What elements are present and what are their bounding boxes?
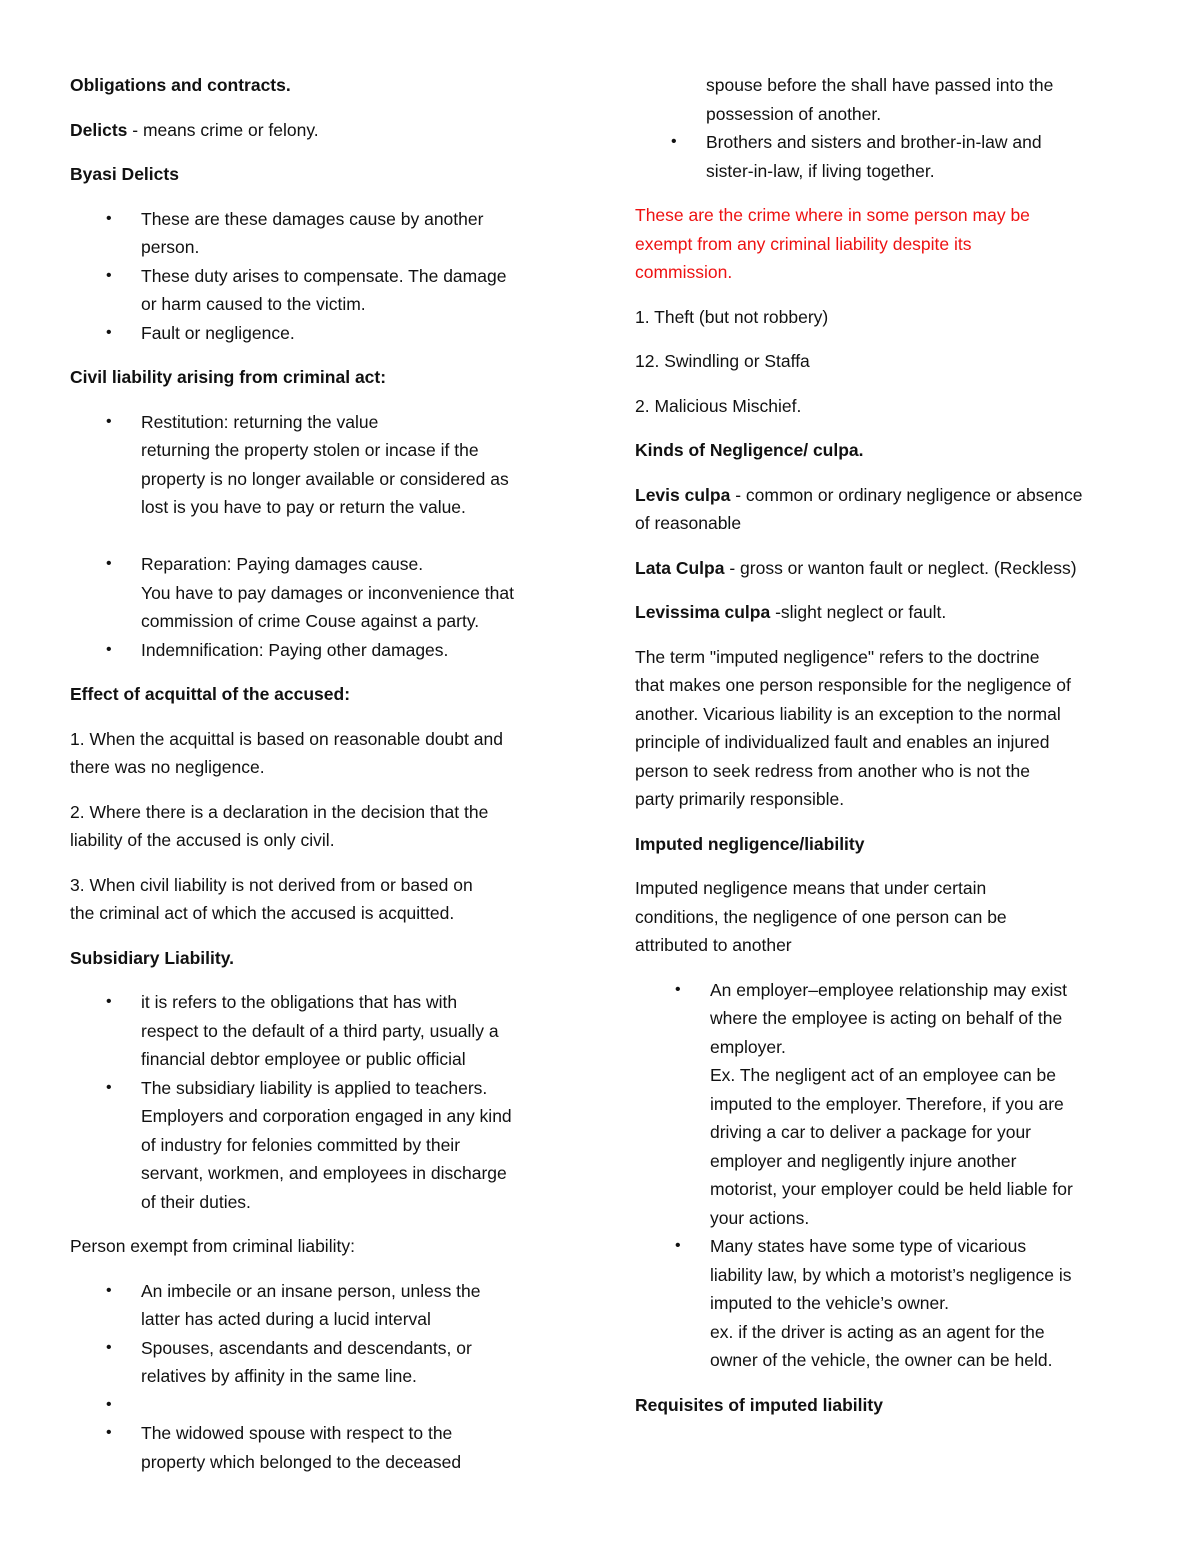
list-line: of their duties.: [141, 1191, 251, 1212]
list-line: Spouses, ascendants and descendants, or: [141, 1337, 472, 1358]
list-line: servant, workmen, and employees in discharge: [141, 1163, 507, 1183]
para-line: there was no negligence.: [70, 757, 265, 777]
list-line: spouse before the shall have passed into the: [706, 75, 1054, 95]
list-line: latter has acted during a lucid interval: [141, 1309, 431, 1329]
para-line: 2. Where there is a declaration in the decision that the: [70, 801, 489, 822]
levissima-term: Levissima culpa: [635, 602, 771, 622]
subsidiary-heading: Subsidiary Liability.: [70, 947, 235, 968]
civil-liability-heading: Civil liability arising from criminal act:: [70, 367, 387, 387]
list-line: where the employee is acting on behalf of the: [710, 1008, 1063, 1028]
list-item: [70, 262, 570, 319]
delicts-term: Delicts: [70, 119, 128, 140]
list-line: Ex. The negligent act of an employee can be: [710, 1065, 1057, 1085]
list-item-reparation: [70, 550, 570, 636]
bullet-icon: •: [106, 1338, 112, 1356]
bullet-icon: •: [106, 323, 112, 341]
bullet-icon: •: [106, 1395, 112, 1413]
list-line: commission of crime Couse against a party.: [141, 611, 480, 631]
list-line: property is no longer available or considered as: [141, 468, 509, 489]
list-line: lost is you have to pay or return the value.: [141, 497, 466, 517]
bullet-icon: •: [106, 412, 112, 430]
list-line: An imbecile or an insane person, unless the: [141, 1280, 481, 1301]
list-line: Indemnification: Paying other damages.: [141, 639, 449, 660]
para-line: party primarily responsible.: [635, 789, 845, 809]
para-line: exempt from any criminal liability despite its: [635, 233, 972, 254]
list-item: [70, 205, 570, 262]
exempt-list-continued: [635, 71, 1135, 185]
subsidiary-list: [70, 988, 570, 1216]
byasi-list: [70, 205, 570, 348]
list-line: person.: [141, 237, 200, 257]
list-line: employer.: [710, 1036, 786, 1057]
levis-def-line2: of reasonable: [635, 513, 742, 533]
list-line: financial debtor employee or public official: [141, 1049, 466, 1069]
red-note: [635, 201, 1135, 287]
right-column: [635, 71, 1135, 1435]
bullet-icon: •: [106, 1281, 112, 1299]
list-line: Employers and corporation engaged in any kind: [141, 1106, 512, 1126]
levis-culpa: [635, 481, 1135, 538]
imputed-paragraph: [635, 643, 1135, 814]
bullet-icon: •: [675, 1237, 681, 1254]
blank-line: [141, 522, 570, 551]
list-line: your actions.: [710, 1207, 810, 1228]
para-line: The term "imputed negligence" refers to the doctrine: [635, 646, 1040, 667]
list-line: Restitution: returning the value: [141, 411, 379, 432]
list-line: You have to pay damages or inconvenience that: [141, 582, 514, 603]
list-line: returning the property stolen or incase if the: [141, 440, 479, 460]
list-item-indemnification: [70, 636, 570, 665]
bullet-icon: •: [106, 266, 112, 284]
list-item-restitution: [70, 408, 570, 551]
crime-item-2: 2. Malicious Mischief.: [635, 395, 802, 416]
delicts-definition: [70, 116, 570, 145]
levis-term: Levis culpa: [635, 484, 731, 505]
para-line: liability of the accused is only civil.: [70, 830, 335, 850]
bullet-icon: •: [106, 640, 112, 658]
bullet-icon: •: [106, 1424, 112, 1441]
lata-culpa: [635, 554, 1135, 583]
effect-item-3: [70, 871, 570, 928]
delicts-def: - means crime or felony.: [127, 119, 319, 140]
list-line: of industry for felonies committed by their: [141, 1134, 461, 1155]
levissima-culpa: [635, 598, 1135, 627]
imputed-list: [635, 976, 1135, 1375]
list-line: These duty arises to compensate. The damage: [141, 265, 507, 286]
list-line: These are these damages cause by another: [141, 208, 484, 229]
bullet-icon: •: [106, 209, 112, 227]
list-line: The subsidiary liability is applied to teachers.: [141, 1077, 488, 1098]
para-line: principle of individualized fault and enables an injured: [635, 732, 1050, 752]
list-line: respect to the default of a third party, usually a: [141, 1020, 499, 1041]
list-line: Many states have some type of vicarious: [710, 1236, 1027, 1256]
list-line: or harm caused to the victim.: [141, 294, 366, 314]
list-item-empty: [70, 1391, 570, 1420]
para-line: Imputed negligence means that under certain: [635, 878, 987, 898]
bullet-icon: •: [106, 993, 112, 1010]
para-line: 3. When civil liability is not derived from or based on: [70, 874, 473, 895]
list-item: [635, 128, 1135, 185]
imputed-definition: [635, 874, 1135, 960]
list-line: Brothers and sisters and brother-in-law and: [706, 132, 1042, 152]
list-line: sister-in-law, if living together.: [706, 160, 935, 181]
para-line: commission.: [635, 262, 733, 282]
imputed-heading: Imputed negligence/liability: [635, 833, 865, 854]
list-item: [70, 1277, 570, 1334]
effect-item-2: [70, 798, 570, 855]
list-item: [70, 1074, 570, 1217]
exempt-heading: Person exempt from criminal liability:: [70, 1236, 355, 1256]
list-line: it is refers to the obligations that has with: [141, 992, 458, 1012]
list-line: liability law, by which a motorist’s negligence is: [710, 1264, 1072, 1285]
para-line: attributed to another: [635, 935, 792, 955]
crime-item-12: 12. Swindling or Staffa: [635, 351, 810, 371]
list-item: [635, 1232, 1135, 1375]
para-line: 1. When the acquittal is based on reasonable doubt and: [70, 728, 503, 749]
list-item: [70, 988, 570, 1074]
byasi-heading: Byasi Delicts: [70, 164, 179, 184]
list-line: motorist, your employer could be held liable for: [710, 1179, 1073, 1199]
list-line: [141, 1391, 570, 1420]
levissima-def: -slight neglect or fault.: [770, 602, 947, 622]
list-item: [70, 1419, 570, 1476]
list-line: An employer–employee relationship may exist: [710, 979, 1067, 1000]
list-item: [70, 319, 570, 348]
para-line: person to seek redress from another who is not the: [635, 760, 1030, 781]
kinds-heading: Kinds of Negligence/ culpa.: [635, 440, 864, 460]
para-line: These are the crime where in some person may be: [635, 205, 1030, 225]
requisites-heading: Requisites of imputed liability: [635, 1394, 883, 1415]
para-line: that makes one person responsible for the negligence of: [635, 675, 1071, 695]
bullet-icon: •: [106, 1078, 112, 1096]
list-line: relatives by affinity in the same line.: [141, 1366, 417, 1386]
bullet-icon: •: [675, 980, 681, 998]
list-line: driving a car to deliver a package for your: [710, 1122, 1031, 1142]
lata-def: - gross or wanton fault or neglect. (Reckless): [724, 557, 1077, 578]
bullet-icon: •: [106, 555, 112, 572]
list-line: possession of another.: [706, 103, 882, 124]
list-line: The widowed spouse with respect to the: [141, 1423, 453, 1443]
bullet-icon: •: [671, 133, 677, 150]
effect-item-1: [70, 725, 570, 782]
left-column: [70, 71, 570, 1492]
list-line: ex. if the driver is acting as an agent for the: [710, 1321, 1045, 1342]
para-line: conditions, the negligence of one person can be: [635, 906, 1007, 927]
list-line: imputed to the employer. Therefore, if you are: [710, 1093, 1064, 1114]
list-line: property which belonged to the deceased: [141, 1451, 462, 1472]
effect-heading: Effect of acquittal of the accused:: [70, 684, 351, 704]
para-line: the criminal act of which the accused is acquitted.: [70, 903, 455, 923]
list-line: imputed to the vehicle’s owner.: [710, 1293, 949, 1313]
para-line: another. Vicarious liability is an exception to the normal: [635, 703, 1061, 724]
list-item: [70, 1334, 570, 1391]
list-line: Fault or negligence.: [141, 322, 295, 343]
list-line: owner of the vehicle, the owner can be held.: [710, 1350, 1053, 1370]
list-line: Reparation: Paying damages cause.: [141, 554, 424, 574]
exempt-list: [70, 1277, 570, 1477]
document-title: Obligations and contracts.: [70, 75, 291, 95]
list-line: employer and negligently injure another: [710, 1150, 1017, 1171]
list-item-continuation: [635, 71, 1135, 128]
levis-def: - common or ordinary negligence or absence: [730, 484, 1083, 505]
civil-liability-list: [70, 408, 570, 665]
crime-item-1: 1. Theft (but not robbery): [635, 306, 829, 327]
list-item: [635, 976, 1135, 1233]
lata-term: Lata Culpa: [635, 557, 725, 578]
